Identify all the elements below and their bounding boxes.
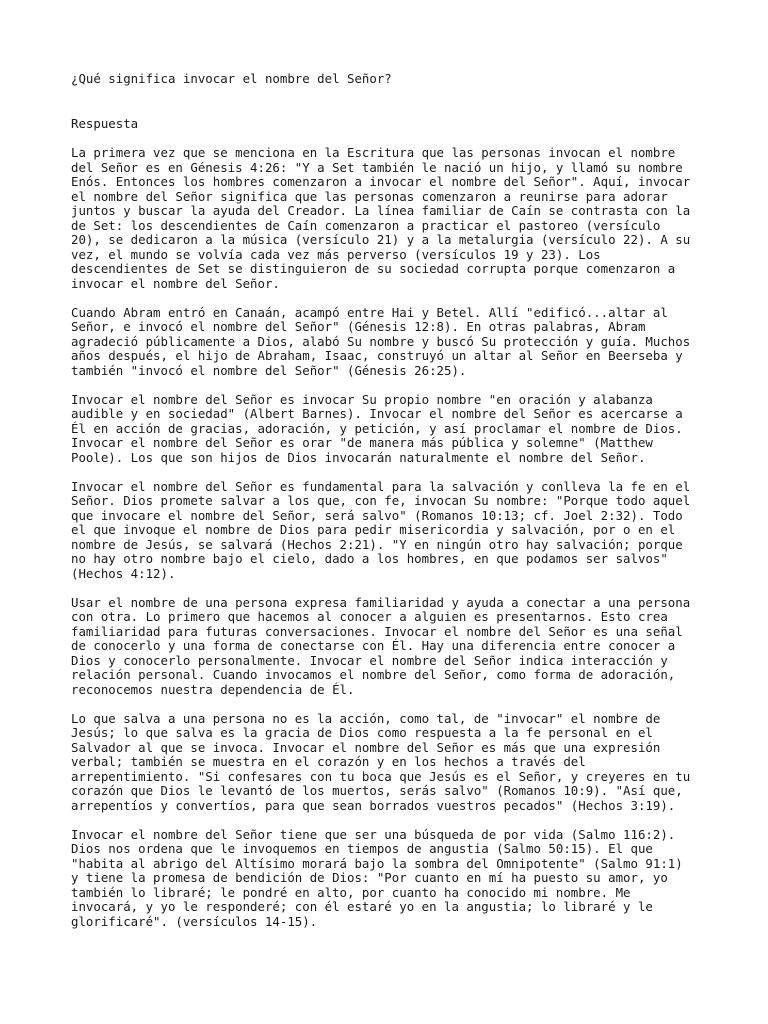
paragraph-line: Él en acción de gracias, adoración, y petición, y así proclamar el nombre de Dios. — [71, 420, 683, 436]
paragraph-line: y tiene la promesa de bendición de Dios: "Por cuanto en mí ha puesto su amor, yo — [71, 870, 668, 885]
paragraph-line: Enós. Entonces los hombres comenzaron a invocar el nombre del Señor". Aquí, invocar — [71, 174, 691, 189]
paragraph-line: descendientes de Set se distinguieron de su sociedad corrupta porque comenzaron a — [71, 261, 676, 276]
paragraph-line: Lo que salva a una persona no es la acción, como tal, de "invocar" el nombre de — [71, 710, 661, 726]
paragraph-line: arrepentimiento. "Si confesares con tu boca que Jesús es el Señor, y creyeres en tu — [71, 768, 691, 784]
paragraph-line: relación personal. Cuando invocamos el nombre del Señor, como forma de adoración, — [71, 667, 676, 682]
paragraph-line: el nombre del Señor significa que las personas comenzaron a reunirse para adorar — [71, 188, 668, 204]
paragraph — [71, 146, 711, 291]
paragraph-line: de Set: los descendientes de Caín comenzaron a practicar el pastoreo (versículo — [71, 217, 661, 233]
paragraph-line: Dios nos ordena que le invoquemos en tiempos de angustia (Salmo 50:15). El que — [71, 841, 653, 856]
paragraph-line: (Hechos 4:12). — [71, 565, 176, 581]
document-page — [71, 72, 711, 944]
paragraph — [71, 712, 711, 814]
paragraph-line: Cuando Abram entró en Canaán, acampó entre Hai y Betel. Allí "edificó...altar al — [71, 304, 668, 320]
paragraph-line: Invocar el nombre del Señor es fundamental para la salvación y conlleva la fe en el — [71, 478, 691, 494]
paragraph-line: invocar el nombre del Señor. — [71, 275, 280, 291]
paragraph-line: Invocar el nombre del Señor es orar "de manera más pública y solemne" (Matthew — [71, 435, 653, 450]
paragraph-line: verbal; también se muestra en el corazón y en los hechos a través del — [71, 754, 586, 769]
paragraph-line: corazón que Dios le levantó de los muertos, serás salvo" (Romanos 10:9). "Así que, — [71, 783, 683, 798]
paragraph-line: Invocar el nombre del Señor tiene que ser una búsqueda de por vida (Salmo 116:2). — [71, 826, 676, 842]
paragraph-line: del Señor es en Génesis 4:26: "Y a Set también le nació un hijo, y llamó su nombre — [71, 159, 683, 175]
paragraph-line: Usar el nombre de una persona expresa familiaridad y ayuda a conectar a una persona — [71, 594, 691, 610]
paragraph-line: el que invoque el nombre de Dios para pedir misericordia y salvación, por o en el — [71, 522, 676, 537]
paragraph-line: 20), se dedicaron a la música (versículo 21) y a la metalurgia (versículo 22). A su — [71, 232, 691, 247]
paragraph-line: Poole). Los que son hijos de Dios invocarán naturalmente el nombre del Señor. — [71, 449, 646, 465]
paragraph-line: con otra. Lo primero que hacemos al conocer a alguien es presentarnos. Esto crea — [71, 609, 668, 624]
paragraph-line: años después, el hijo de Abraham, Isaac, construyó un altar al Señor en Beerseba y — [71, 348, 683, 363]
paragraph-line: arrepentíos y convertíos, para que sean borrados vuestros pecados" (Hechos 3:19). — [71, 797, 676, 813]
paragraph — [71, 828, 711, 930]
paragraph-line: Salvador al que se invoca. Invocar el nombre del Señor es más que una expresión — [71, 739, 661, 755]
paragraph-line: que invocare el nombre del Señor, será salvo" (Romanos 10:13; cf. Joel 2:32). Todo — [71, 507, 683, 523]
paragraph-line: nombre de Jesús, se salvará (Hechos 2:21). "Y en ningún otro hay salvación; porque — [71, 536, 683, 552]
paragraph — [71, 306, 711, 379]
paragraph-line: Señor. Dios promete salvar a los que, con fe, invocan Su nombre: "Porque todo aquel — [71, 493, 691, 508]
paragraph-line: invocará, y yo le responderé; con él estaré yo en la angustia; lo libraré y le — [71, 899, 653, 914]
paragraph-line: Dios y conocerlo personalmente. Invocar el nombre del Señor indica interacción y — [71, 652, 668, 668]
paragraph-line: reconocemos nuestra dependencia de Él. — [71, 681, 355, 697]
paragraph-line: "habita al abrigo del Altísimo morará bajo la sombra del Omnipotente" (Salmo 91:1) — [71, 855, 683, 871]
paragraph-line: audible y en sociedad" (Albert Barnes). Invocar el nombre del Señor es acercarse a — [71, 406, 683, 421]
paragraph-line: agradeció públicamente a Dios, alabó Su nombre y buscó Su protección y guía. Muchos — [71, 333, 691, 349]
paragraph — [71, 480, 711, 582]
paragraph-line: glorificaré". (versículos 14-15). — [71, 913, 318, 929]
paragraph-line: Jesús; lo que salva es la gracia de Dios como respuesta a la fe personal en el — [71, 725, 653, 740]
paragraph-line: de conocerlo y una forma de conectarse con Él. Hay una diferencia entre conocer a — [71, 638, 676, 653]
paragraph-line: también "invocó el nombre del Señor" (Génesis 26:25). — [71, 362, 467, 378]
paragraph — [71, 596, 711, 698]
paragraph-line: vez, el mundo se volvía cada vez más perverso (versículos 19 y 23). Los — [71, 246, 601, 262]
paragraph-line: Señor, e invocó el nombre del Señor" (Génesis 12:8). En otras palabras, Abram — [71, 319, 646, 334]
answer-label: Respuesta — [71, 115, 139, 131]
document-body — [71, 146, 711, 929]
paragraph-line: juntos y buscar la ayuda del Creador. La línea familiar de Caín se contrasta con la — [71, 203, 691, 218]
paragraph-line: Invocar el nombre del Señor es invocar Su propio nombre "en oración y alabanza — [71, 391, 653, 407]
paragraph-line: no hay otro nombre bajo el cielo, dado a los hombres, en que podamos ser salvos" — [71, 551, 668, 566]
paragraph-line: también lo libraré; le pondré en alto, por cuanto ha conocido mi nombre. Me — [71, 884, 631, 900]
paragraph-line: familiaridad para futuras conversaciones. Invocar el nombre del Señor es una señal — [71, 623, 683, 639]
paragraph — [71, 393, 711, 466]
paragraph-line: La primera vez que se menciona en la Escritura que las personas invocan el nombre — [71, 145, 676, 160]
document-title: ¿Qué significa invocar el nombre del Señor? — [71, 71, 392, 86]
